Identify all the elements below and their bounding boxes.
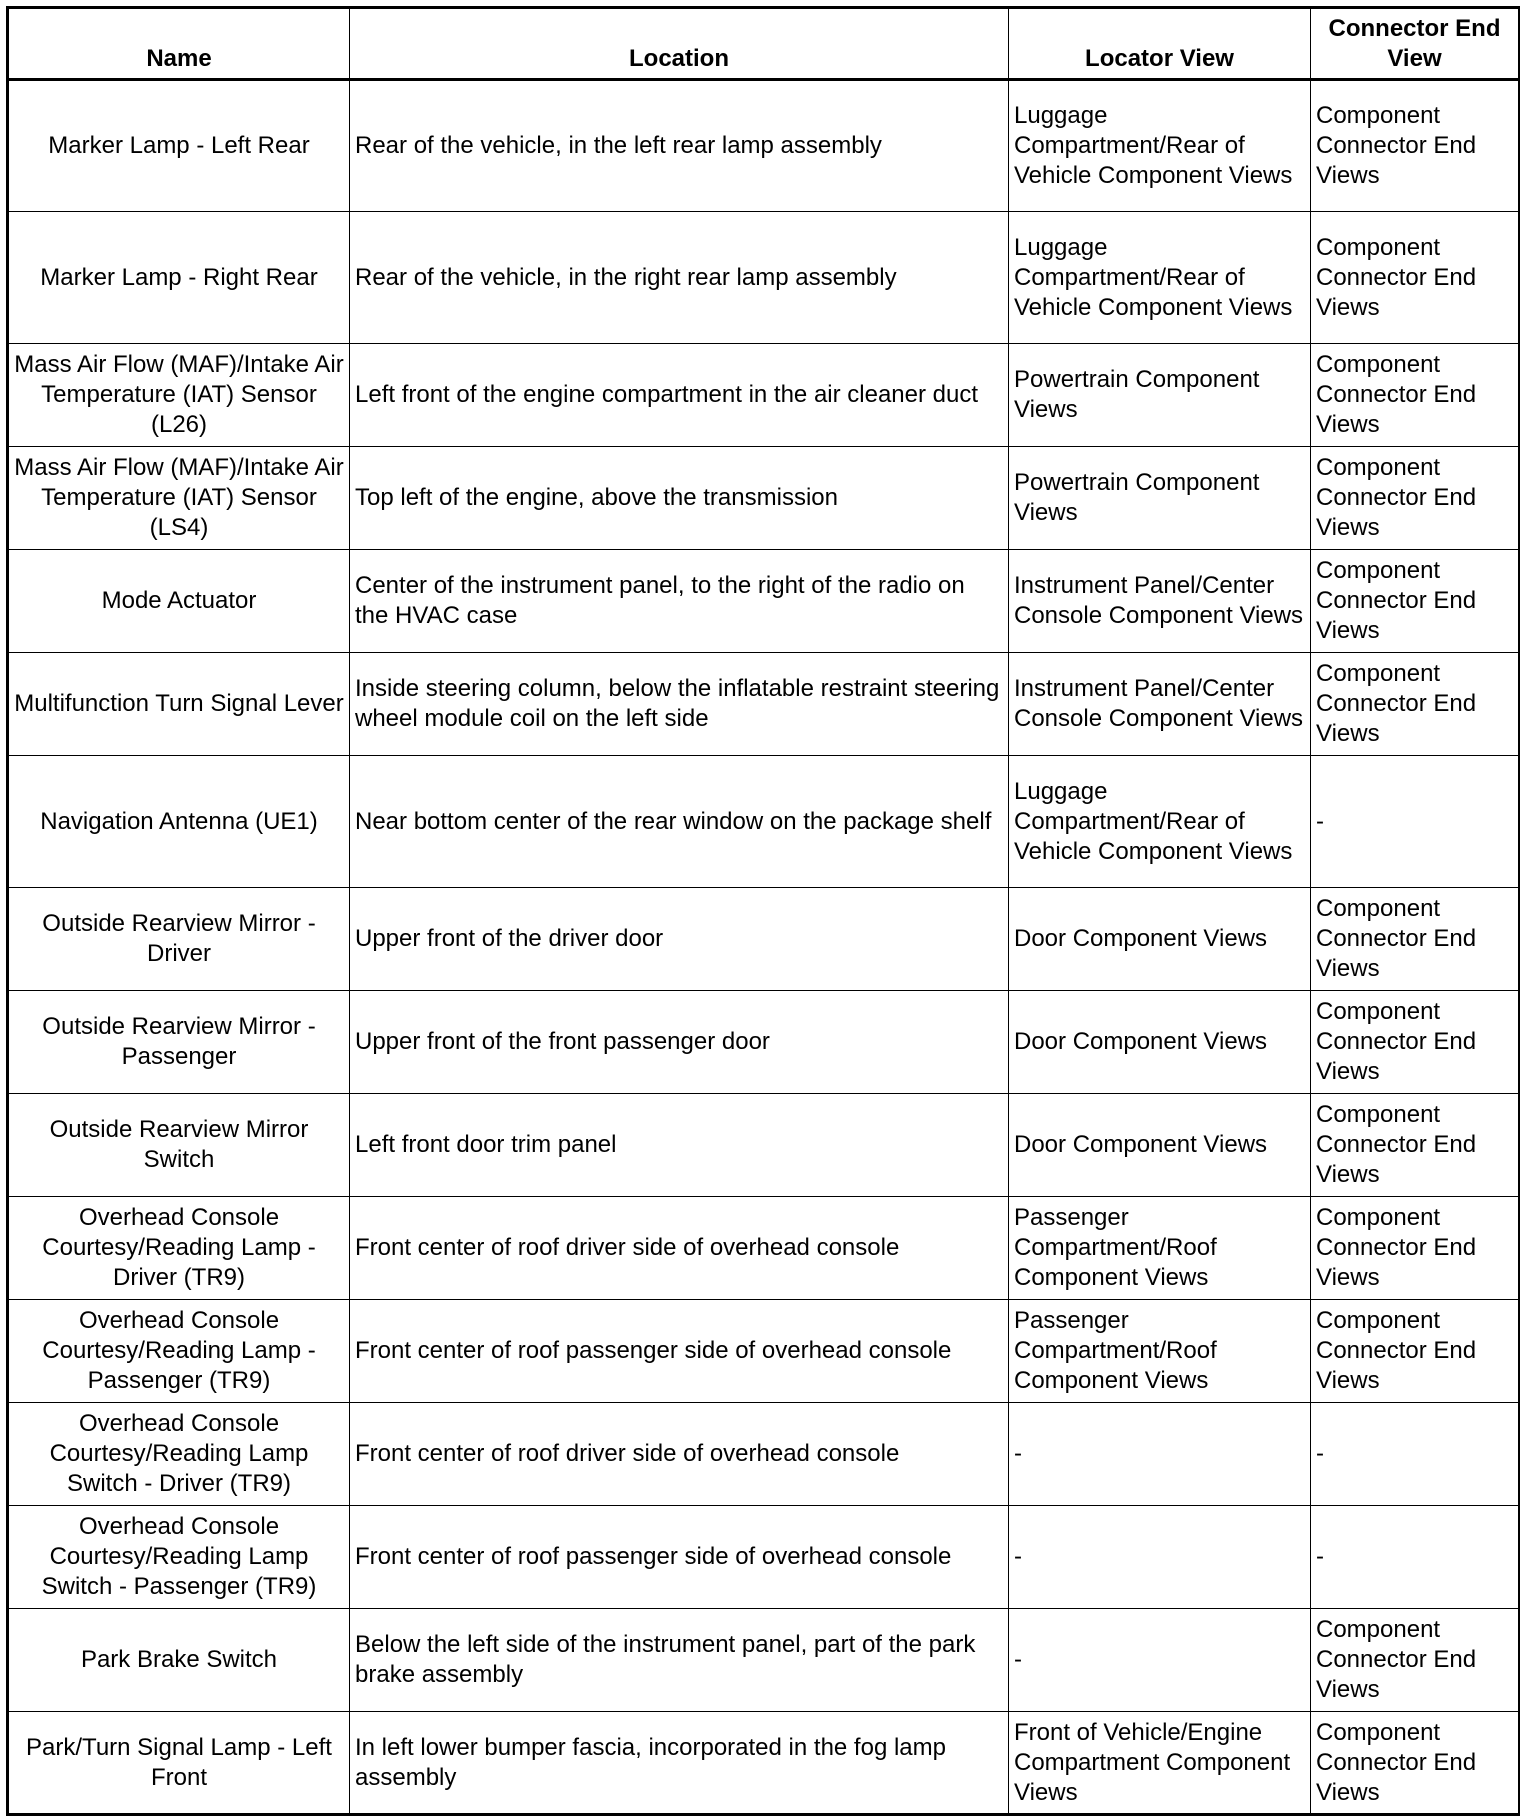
connector-end-view-cell: Component Connector End Views (1311, 1300, 1520, 1403)
location-cell: Below the left side of the instrument panel, part of the park brake assembly (350, 1609, 1009, 1712)
location-cell: Left front of the engine compartment in the air cleaner duct (350, 344, 1009, 447)
name-cell: Park/Turn Signal Lamp - Left Front (8, 1712, 350, 1815)
table-row (8, 756, 1520, 888)
name-cell: Park Brake Switch (8, 1609, 350, 1712)
connector-end-view-cell: Component Connector End Views (1311, 888, 1520, 991)
connector-end-view-cell: - (1311, 1506, 1520, 1609)
location-cell: Rear of the vehicle, in the right rear lamp assembly (350, 212, 1009, 344)
location-cell: Front center of roof passenger side of overhead console (350, 1300, 1009, 1403)
locator-view-cell: Door Component Views (1009, 1094, 1311, 1197)
table-row (8, 344, 1520, 447)
table-row (8, 212, 1520, 344)
location-cell: Inside steering column, below the inflatable restraint steering wheel module coil on the left side (350, 653, 1009, 756)
location-cell: In left lower bumper fascia, incorporated in the fog lamp assembly (350, 1712, 1009, 1815)
table-row (8, 1403, 1520, 1506)
connector-end-view-cell: - (1311, 1403, 1520, 1506)
table-row (8, 550, 1520, 653)
connector-end-view-cell: Component Connector End Views (1311, 1609, 1520, 1712)
locator-view-cell: - (1009, 1609, 1311, 1712)
locator-view-cell: Door Component Views (1009, 991, 1311, 1094)
table-row (8, 1197, 1520, 1300)
name-cell: Multifunction Turn Signal Lever (8, 653, 350, 756)
table-row (8, 991, 1520, 1094)
name-cell: Outside Rearview Mirror Switch (8, 1094, 350, 1197)
header-connector-end-view: Connector End View (1311, 8, 1520, 80)
table-row (8, 1094, 1520, 1197)
name-cell: Overhead Console Courtesy/Reading Lamp - Passenger (TR9) (8, 1300, 350, 1403)
connector-end-view-cell: - (1311, 756, 1520, 888)
name-cell: Overhead Console Courtesy/Reading Lamp - Driver (TR9) (8, 1197, 350, 1300)
connector-end-view-cell: Component Connector End Views (1311, 80, 1520, 212)
locator-view-cell: Luggage Compartment/Rear of Vehicle Component Views (1009, 212, 1311, 344)
name-cell: Mode Actuator (8, 550, 350, 653)
locator-view-cell: - (1009, 1506, 1311, 1609)
name-cell: Navigation Antenna (UE1) (8, 756, 350, 888)
locator-view-cell: Instrument Panel/Center Console Component Views (1009, 550, 1311, 653)
locator-view-cell: Powertrain Component Views (1009, 447, 1311, 550)
name-cell: Outside Rearview Mirror - Passenger (8, 991, 350, 1094)
locator-view-cell: Instrument Panel/Center Console Component Views (1009, 653, 1311, 756)
location-cell: Near bottom center of the rear window on the package shelf (350, 756, 1009, 888)
name-cell: Marker Lamp - Right Rear (8, 212, 350, 344)
location-cell: Upper front of the driver door (350, 888, 1009, 991)
table-row (8, 1712, 1520, 1815)
name-cell: Mass Air Flow (MAF)/Intake Air Temperature (IAT) Sensor (LS4) (8, 447, 350, 550)
locator-view-cell: Luggage Compartment/Rear of Vehicle Component Views (1009, 756, 1311, 888)
locator-view-cell: Front of Vehicle/Engine Compartment Component Views (1009, 1712, 1311, 1815)
table-row (8, 447, 1520, 550)
locator-view-cell: Passenger Compartment/Roof Component Views (1009, 1197, 1311, 1300)
location-cell: Rear of the vehicle, in the left rear lamp assembly (350, 80, 1009, 212)
location-cell: Top left of the engine, above the transmission (350, 447, 1009, 550)
table-header-row (8, 8, 1520, 80)
name-cell: Mass Air Flow (MAF)/Intake Air Temperature (IAT) Sensor (L26) (8, 344, 350, 447)
locator-view-cell: - (1009, 1403, 1311, 1506)
connector-end-view-cell: Component Connector End Views (1311, 1094, 1520, 1197)
location-cell: Front center of roof passenger side of overhead console (350, 1506, 1009, 1609)
location-cell: Front center of roof driver side of overhead console (350, 1403, 1009, 1506)
header-location: Location (350, 8, 1009, 80)
header-locator-view: Locator View (1009, 8, 1311, 80)
connector-end-view-cell: Component Connector End Views (1311, 991, 1520, 1094)
table-row (8, 1300, 1520, 1403)
name-cell: Marker Lamp - Left Rear (8, 80, 350, 212)
locator-view-cell: Luggage Compartment/Rear of Vehicle Component Views (1009, 80, 1311, 212)
locator-view-cell: Door Component Views (1009, 888, 1311, 991)
locator-view-cell: Passenger Compartment/Roof Component Views (1009, 1300, 1311, 1403)
table-row (8, 888, 1520, 991)
table-row (8, 1506, 1520, 1609)
table-body (8, 80, 1520, 1815)
connector-end-view-cell: Component Connector End Views (1311, 212, 1520, 344)
location-cell: Front center of roof driver side of overhead console (350, 1197, 1009, 1300)
location-cell: Left front door trim panel (350, 1094, 1009, 1197)
location-cell: Upper front of the front passenger door (350, 991, 1009, 1094)
connector-end-view-cell: Component Connector End Views (1311, 447, 1520, 550)
locator-view-cell: Powertrain Component Views (1009, 344, 1311, 447)
component-locator-table (6, 6, 1520, 1816)
name-cell: Overhead Console Courtesy/Reading Lamp Switch - Driver (TR9) (8, 1403, 350, 1506)
location-cell: Center of the instrument panel, to the right of the radio on the HVAC case (350, 550, 1009, 653)
name-cell: Overhead Console Courtesy/Reading Lamp Switch - Passenger (TR9) (8, 1506, 350, 1609)
table-row (8, 1609, 1520, 1712)
header-name: Name (8, 8, 350, 80)
connector-end-view-cell: Component Connector End Views (1311, 550, 1520, 653)
connector-end-view-cell: Component Connector End Views (1311, 1712, 1520, 1815)
name-cell: Outside Rearview Mirror - Driver (8, 888, 350, 991)
connector-end-view-cell: Component Connector End Views (1311, 344, 1520, 447)
connector-end-view-cell: Component Connector End Views (1311, 1197, 1520, 1300)
connector-end-view-cell: Component Connector End Views (1311, 653, 1520, 756)
table-row (8, 653, 1520, 756)
table-row (8, 80, 1520, 212)
